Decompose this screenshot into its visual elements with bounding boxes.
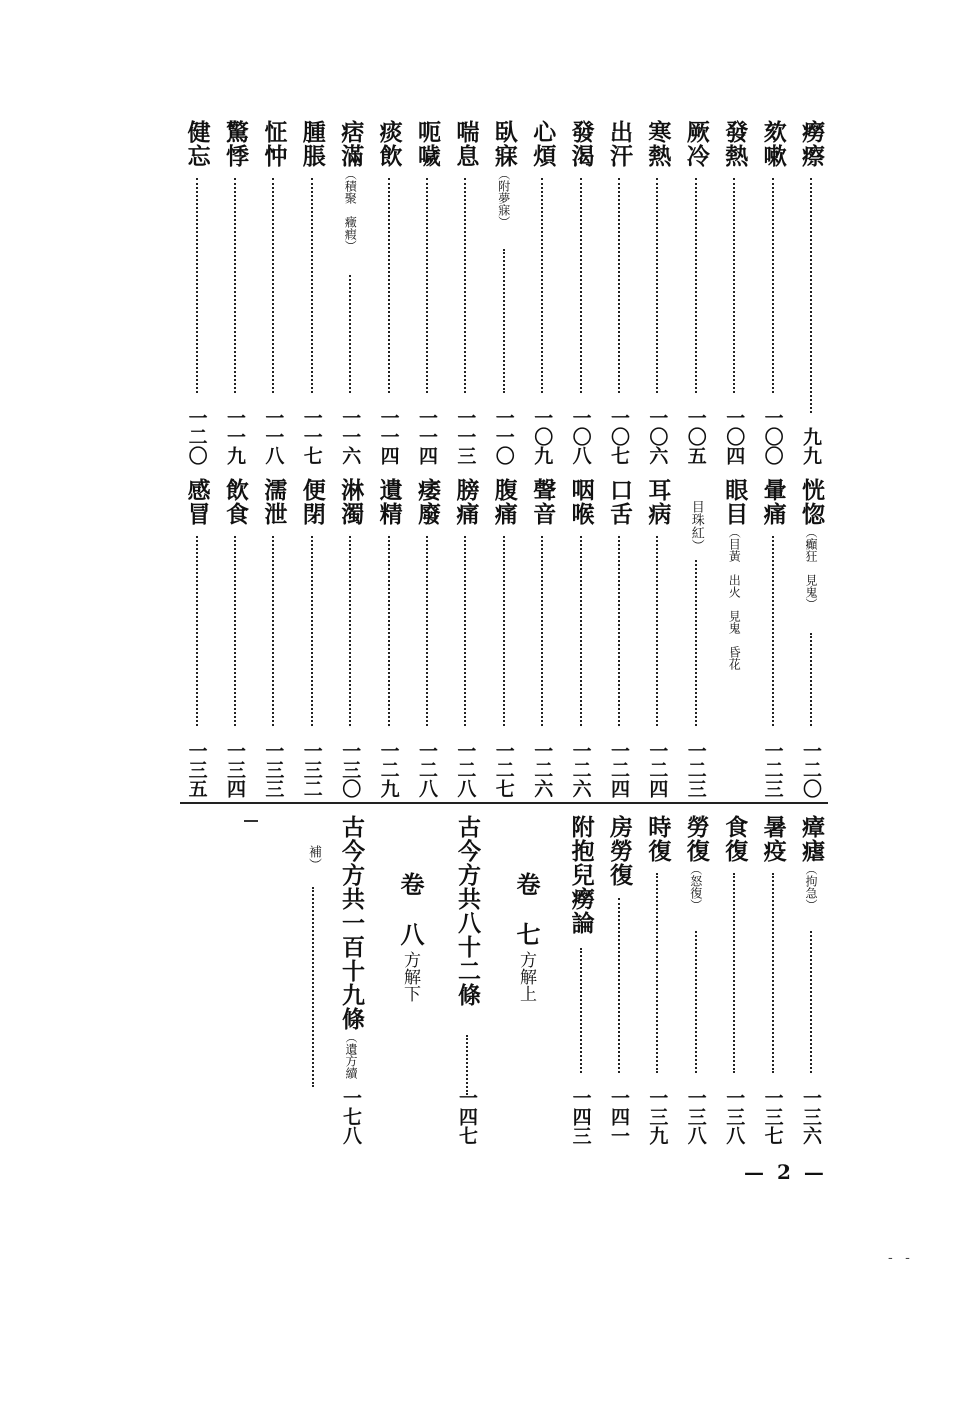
toc-entry-title: 腫脹 bbox=[298, 120, 326, 168]
leader-dots bbox=[234, 536, 236, 726]
toc-entry-title: 口舌 bbox=[606, 478, 633, 526]
toc-entry[interactable] bbox=[794, 120, 828, 465]
toc-entry-page: 一三五 bbox=[185, 741, 208, 798]
toc-entry[interactable] bbox=[717, 478, 751, 798]
toc-entry[interactable] bbox=[525, 478, 559, 798]
leader-dots bbox=[580, 948, 582, 1073]
leader-dots bbox=[272, 178, 274, 393]
toc-entry-page: 一三二 bbox=[300, 741, 323, 798]
toc-entry-page: 一二四 bbox=[608, 741, 630, 798]
toc-entry-subnote: 目珠紅） bbox=[688, 500, 704, 552]
toc-entry-title: 痞滿（積聚 癥瘕） bbox=[337, 120, 365, 252]
toc-entry-title: 喘息 bbox=[452, 120, 480, 168]
toc-entry-note: （目黃 出火 見鬼 昏花 bbox=[727, 526, 742, 670]
toc-entry[interactable] bbox=[679, 478, 713, 798]
juan8-list-note2: 補） bbox=[306, 845, 321, 871]
toc-entry-page: 一一六 bbox=[339, 408, 362, 465]
page-number: — 2 — bbox=[744, 1160, 827, 1184]
juan7-number: 七 bbox=[512, 922, 541, 946]
toc-entry[interactable] bbox=[295, 120, 329, 465]
juan7-list-page: 一四七 bbox=[456, 1088, 478, 1145]
toc-entry-page: 一〇七 bbox=[608, 408, 630, 465]
toc-entry-title: 聲音 bbox=[529, 478, 557, 526]
leader-dots bbox=[810, 178, 812, 413]
toc-entry[interactable] bbox=[717, 120, 751, 465]
toc-entry-page: 一四一 bbox=[608, 1088, 630, 1145]
toc-entry-title: 勞復（怒復） bbox=[682, 815, 710, 911]
toc-entry-page: 一三三 bbox=[262, 741, 285, 798]
toc-entry-title: 眼目（目黃 出火 見鬼 昏花 bbox=[721, 478, 749, 670]
toc-entry-page: 一〇〇 bbox=[761, 408, 784, 465]
juan7-list-title: 古今方共八十二條 bbox=[454, 815, 481, 1007]
toc-entry[interactable] bbox=[333, 478, 367, 798]
juan8-list-text: 古今方共一百十九條 bbox=[338, 815, 365, 1031]
toc-entry-title: 心煩 bbox=[529, 120, 557, 168]
toc-entry-page: 一二三 bbox=[684, 741, 707, 798]
leader-dots bbox=[810, 931, 812, 1073]
toc-entry-title: 淋濁 bbox=[337, 478, 365, 526]
leader-dots bbox=[311, 536, 313, 726]
toc-entry-page: 一三八 bbox=[723, 1088, 746, 1145]
juan8-toc-entry[interactable] bbox=[334, 815, 368, 1145]
toc-entry-title: 發渴 bbox=[567, 120, 595, 168]
leader-dots bbox=[388, 178, 390, 393]
juan7-toc-entry[interactable] bbox=[450, 815, 484, 1145]
leader-dots bbox=[466, 1035, 468, 1095]
toc-entry[interactable] bbox=[756, 815, 790, 1145]
toc-entry[interactable] bbox=[640, 478, 674, 798]
toc-entry-title: 痿廢 bbox=[414, 478, 441, 526]
juan8-heading bbox=[394, 872, 428, 1002]
toc-entry-title: 厥冷 bbox=[682, 120, 710, 168]
toc-entry-page: 一一九 bbox=[224, 408, 246, 465]
leader-dots bbox=[234, 178, 236, 393]
toc-entry-title: 臥寐（附夢寐） bbox=[490, 120, 518, 228]
toc-entry-note: （拘急） bbox=[804, 863, 818, 911]
toc-entry[interactable] bbox=[487, 478, 521, 798]
toc-entry[interactable] bbox=[256, 120, 290, 465]
toc-entry-page: 一二三 bbox=[761, 741, 784, 798]
toc-entry[interactable] bbox=[410, 120, 444, 465]
toc-entry-page: 一一八 bbox=[262, 408, 285, 465]
toc-entry-page: 一二六 bbox=[531, 741, 554, 798]
toc-entry-note: （癲狂 見鬼） bbox=[804, 526, 818, 610]
toc-entry[interactable] bbox=[448, 478, 482, 798]
leader-dots bbox=[695, 560, 697, 726]
toc-entry-title: 恍惚（癲狂 見鬼） bbox=[798, 478, 825, 610]
juan8-list-note: （遺方續 bbox=[344, 1031, 358, 1079]
toc-entry-title: 濡泄 bbox=[260, 478, 288, 526]
leader-dots bbox=[580, 536, 582, 726]
leader-dots bbox=[733, 873, 735, 1073]
toc-entry[interactable] bbox=[372, 120, 406, 465]
toc-entry[interactable] bbox=[564, 478, 598, 798]
toc-entry[interactable] bbox=[794, 815, 828, 1145]
toc-entry-title: 欬嗽 bbox=[759, 120, 787, 168]
toc-entry-title: 便閉 bbox=[298, 478, 326, 526]
leader-dots bbox=[618, 536, 620, 726]
toc-entry[interactable] bbox=[180, 478, 214, 798]
toc-entry-page: 九九 bbox=[800, 427, 822, 465]
toc-entry-page: 一一四 bbox=[416, 408, 438, 465]
leader-dots bbox=[618, 178, 620, 393]
toc-entry[interactable] bbox=[717, 815, 751, 1145]
toc-entry[interactable] bbox=[756, 478, 790, 798]
toc-entry-page: 一〇六 bbox=[646, 408, 669, 465]
toc-entry-title: 怔忡 bbox=[260, 120, 288, 168]
toc-entry-page: 一〇五 bbox=[684, 408, 707, 465]
toc-entry-page: 一二八 bbox=[416, 741, 438, 798]
leader-dots bbox=[196, 178, 198, 393]
toc-entry-title: 膀痛 bbox=[452, 478, 480, 526]
leader-dots bbox=[349, 275, 351, 393]
juan7-label: 卷 bbox=[512, 872, 541, 896]
leader-dots bbox=[311, 178, 313, 393]
toc-entry-note: （附夢寐） bbox=[496, 168, 511, 228]
toc-entry[interactable] bbox=[794, 478, 828, 798]
toc-entry-title: 遺精 bbox=[375, 478, 403, 526]
toc-entry-title: 房勞復 bbox=[606, 815, 633, 887]
leader-dots bbox=[772, 178, 774, 393]
toc-entry-page: 一二四 bbox=[646, 741, 669, 798]
toc-entry-page: 一一七 bbox=[300, 408, 323, 465]
toc-entry-title: 暑疫 bbox=[759, 815, 787, 863]
toc-entry[interactable] bbox=[640, 120, 674, 465]
toc-entry[interactable] bbox=[218, 120, 252, 465]
toc-entry-page: 一二九 bbox=[377, 741, 400, 798]
leader-dots bbox=[656, 873, 658, 1073]
leader-dots bbox=[695, 931, 697, 1073]
leader-dots bbox=[349, 536, 351, 726]
toc-band-3 bbox=[168, 815, 828, 1145]
toc-entry-page: 一二六 bbox=[569, 741, 592, 798]
toc-entry-title: 附抱兒癆論 bbox=[567, 815, 595, 935]
toc-entry-title: 痰飲 bbox=[375, 120, 403, 168]
toc-entry-title: 飲食 bbox=[222, 478, 249, 526]
toc-entry-title: 耳病 bbox=[644, 478, 672, 526]
leader-dots bbox=[695, 178, 697, 393]
toc-entry-page: 一三九 bbox=[646, 1088, 669, 1145]
toc-entry-note: （積聚 癥瘕） bbox=[343, 168, 358, 252]
toc-entry[interactable] bbox=[525, 120, 559, 465]
toc-entry-page: 一三四 bbox=[224, 741, 246, 798]
juan7-subtitle: 方解上 bbox=[516, 951, 536, 1003]
leader-dots bbox=[772, 536, 774, 726]
leader-dots bbox=[656, 536, 658, 726]
toc-entry-page: 一二八 bbox=[454, 741, 477, 798]
juan8-list-page: 一七八 bbox=[340, 1088, 362, 1145]
toc-entry-page: 一四三 bbox=[569, 1088, 592, 1145]
section-divider bbox=[180, 802, 828, 804]
leader-dots bbox=[503, 249, 505, 393]
toc-entry-page: 一二〇 bbox=[800, 741, 822, 798]
toc-entry-page: 一〇四 bbox=[723, 408, 746, 465]
toc-entry[interactable] bbox=[564, 120, 598, 465]
toc-entry-page: 一二〇 bbox=[185, 408, 208, 465]
toc-entry-page: 一一三 bbox=[454, 408, 477, 465]
toc-entry-page: 一二七 bbox=[492, 741, 515, 798]
toc-entry-title: 暈痛 bbox=[759, 478, 787, 526]
toc-entry-title: 呃噦 bbox=[414, 120, 441, 168]
toc-entry-page: 一三六 bbox=[800, 1088, 822, 1145]
toc-entry[interactable] bbox=[333, 120, 367, 465]
leader-dots bbox=[464, 536, 466, 726]
toc-entry[interactable] bbox=[602, 815, 636, 1145]
toc-entry[interactable] bbox=[372, 478, 406, 798]
toc-entry[interactable] bbox=[602, 478, 636, 798]
toc-entry-page: 一三〇 bbox=[339, 741, 362, 798]
leader-dots bbox=[810, 633, 812, 726]
leader-dots bbox=[426, 536, 428, 726]
toc-entry-title: 健忘 bbox=[183, 120, 211, 168]
toc-entry[interactable] bbox=[679, 815, 713, 1145]
leader-dots bbox=[618, 898, 620, 1073]
toc-entry-title: 出汗 bbox=[606, 120, 633, 168]
toc-entry[interactable] bbox=[218, 478, 252, 798]
toc-entry-note: （怒復） bbox=[688, 863, 703, 911]
leader-dots bbox=[541, 178, 543, 393]
toc-entry-page: 一三八 bbox=[684, 1088, 707, 1145]
toc-entry[interactable] bbox=[487, 120, 521, 465]
leader-dots bbox=[503, 536, 505, 726]
toc-entry[interactable] bbox=[602, 120, 636, 465]
juan8-label: 卷 bbox=[396, 872, 425, 896]
toc-entry-title: 腹痛 bbox=[490, 478, 518, 526]
toc-entry[interactable] bbox=[448, 120, 482, 465]
toc-entry[interactable] bbox=[256, 478, 290, 798]
leader-dots bbox=[541, 536, 543, 726]
toc-entry[interactable] bbox=[679, 120, 713, 465]
toc-entry-title: 瘴瘧（拘急） bbox=[798, 815, 825, 911]
leader-dots bbox=[733, 178, 735, 393]
toc-entry-page: 一三七 bbox=[761, 1088, 784, 1145]
juan8-list-title bbox=[334, 815, 368, 1079]
toc-entry-title: 食復 bbox=[721, 815, 749, 863]
toc-entry-page: 一一四 bbox=[377, 408, 400, 465]
juan8-number: 八 bbox=[396, 922, 425, 946]
toc-entry[interactable] bbox=[410, 478, 444, 798]
toc-entry-page: 一〇八 bbox=[569, 408, 592, 465]
toc-band-2 bbox=[168, 478, 828, 798]
leader-dots bbox=[196, 536, 198, 726]
juan8-note-continuation bbox=[296, 815, 330, 1145]
toc-entry[interactable] bbox=[756, 120, 790, 465]
toc-entry-title: 驚悸 bbox=[222, 120, 249, 168]
toc-entry[interactable] bbox=[640, 815, 674, 1145]
toc-entry[interactable] bbox=[295, 478, 329, 798]
toc-entry[interactable] bbox=[564, 815, 598, 1145]
leader-dots bbox=[272, 536, 274, 726]
toc-entry-title: 感冒 bbox=[183, 478, 211, 526]
leader-dots bbox=[426, 178, 428, 393]
toc-entry-page: 一〇九 bbox=[531, 408, 554, 465]
leader-dots bbox=[772, 873, 774, 1073]
leader-dots bbox=[388, 536, 390, 726]
juan8-subtitle: 方解下 bbox=[400, 951, 420, 1003]
leader-dots bbox=[464, 178, 466, 393]
edge-marks: - - bbox=[888, 1250, 914, 1266]
toc-entry-title: 時復 bbox=[644, 815, 672, 863]
toc-band-1 bbox=[168, 120, 828, 465]
toc-entry-title: 發熱 bbox=[721, 120, 749, 168]
leader-dots bbox=[312, 887, 314, 1087]
toc-entry[interactable] bbox=[180, 120, 214, 465]
toc-entry-title: 咽喉 bbox=[567, 478, 595, 526]
toc-entry-title: 寒熱 bbox=[644, 120, 672, 168]
leader-dots bbox=[656, 178, 658, 393]
toc-entry-page: 一一〇 bbox=[492, 408, 515, 465]
toc-entry-title: 癆瘵 bbox=[798, 120, 825, 168]
juan7-heading bbox=[510, 872, 544, 1002]
leader-dots bbox=[580, 178, 582, 393]
